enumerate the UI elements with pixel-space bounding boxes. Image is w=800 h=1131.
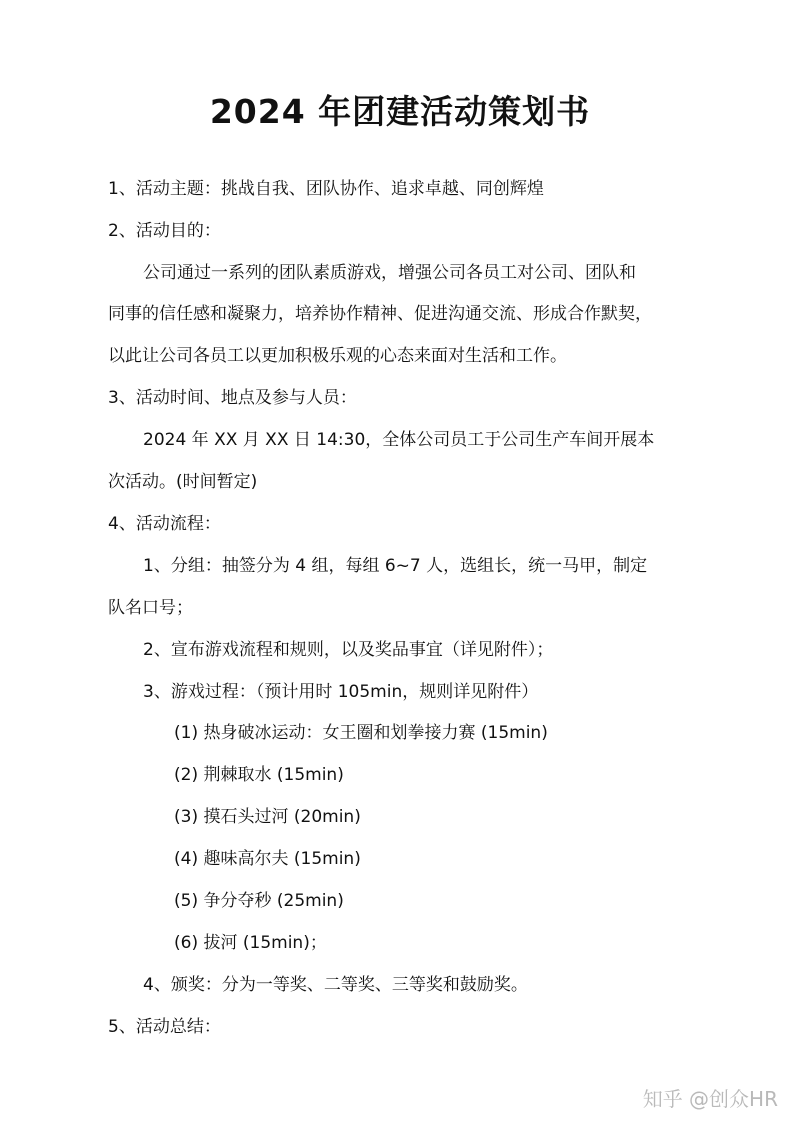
game-item-3: (3) 摸石头过河 (20min) — [174, 807, 361, 827]
purpose-paragraph-line-3: 以此让公司各员工以更加积极乐观的心态来面对生活和工作。 — [108, 346, 567, 366]
game-item-2: (2) 荆棘取水 (15min) — [174, 765, 344, 785]
time-paragraph-line-1: 2024 年 XX 月 XX 日 14:30，全体公司员工于公司生产车间开展本 — [143, 430, 655, 450]
watermark-text: 知乎 @创众HR — [642, 1087, 778, 1111]
purpose-paragraph-line-2: 同事的信任感和凝聚力，培养协作精神、促进沟通交流、形成合作默契， — [108, 304, 652, 324]
document-title: 2024 年团建活动策划书 — [209, 92, 591, 131]
process-item-rules: 2、宣布游戏流程和规则，以及奖品事宜（详见附件）； — [143, 640, 554, 660]
section-time-heading: 3、活动时间、地点及参与人员： — [108, 388, 357, 408]
section-purpose-heading: 2、活动目的： — [108, 221, 221, 241]
time-paragraph-line-2: 次活动。(时间暂定) — [108, 472, 258, 492]
game-item-1: (1) 热身破冰运动：女王圈和划拳接力赛 (15min) — [174, 723, 548, 743]
process-item-games: 3、游戏过程：（预计用时 105min，规则详见附件） — [143, 682, 539, 702]
section-summary-heading: 5、活动总结： — [108, 1017, 221, 1037]
game-item-4: (4) 趣味高尔夫 (15min) — [174, 849, 361, 869]
purpose-paragraph-line-1: 公司通过一系列的团队素质游戏，增强公司各员工对公司、团队和 — [143, 263, 636, 283]
section-theme: 1、活动主题：挑战自我、团队协作、追求卓越、同创辉煌 — [108, 179, 544, 199]
process-item-grouping-line-1: 1、分组：抽签分为 4 组，每组 6~7 人，选组长，统一马甲，制定 — [143, 556, 648, 576]
process-item-grouping-line-2: 队名口号； — [108, 598, 193, 618]
process-item-awards: 4、颁奖：分为一等奖、二等奖、三等奖和鼓励奖。 — [143, 975, 528, 995]
game-item-6: (6) 拔河 (15min)； — [174, 933, 327, 953]
game-item-5: (5) 争分夺秒 (25min) — [174, 891, 344, 911]
section-process-heading: 4、活动流程： — [108, 514, 221, 534]
